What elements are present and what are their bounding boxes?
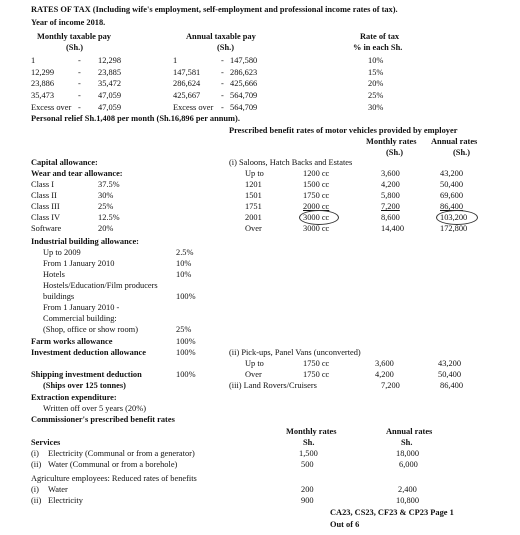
rate-unit: % in each Sh. xyxy=(353,43,403,52)
industrial-item: Hostels/Education/Film producers xyxy=(43,281,158,290)
annual-from: Excess over xyxy=(173,103,214,112)
industrial-rate: 100% xyxy=(176,292,196,301)
class-rate: 30% xyxy=(98,191,114,200)
shipping-deduction-note: (Ships over 125 tonnes) xyxy=(43,381,126,390)
item-number: (i) xyxy=(31,485,39,494)
item-number: (ii) xyxy=(31,460,42,469)
agriculture-title: Agriculture employees: Reduced rates of benefits xyxy=(31,474,197,483)
handwritten-circle-mark xyxy=(299,210,339,225)
monthly-pay-header: Monthly taxable pay xyxy=(37,32,111,41)
shipping-deduction-label: Shipping investment deduction xyxy=(31,370,142,379)
service-monthly-rate: 1,500 xyxy=(299,449,318,458)
separator: - xyxy=(78,68,81,77)
engine-from: Up to xyxy=(245,359,264,368)
vehicle-monthly-header: Monthly rates xyxy=(366,137,417,146)
monthly-rate: 4,200 xyxy=(381,180,400,189)
personal-relief: Personal relief Sh.1,408 per month (Sh.16,896 per annum). xyxy=(31,114,240,123)
industrial-rate: 10% xyxy=(176,270,192,279)
engine-cc: 1200 cc xyxy=(303,169,330,178)
tax-rate: 30% xyxy=(368,103,384,112)
monthly-rate: 14,400 xyxy=(381,224,405,233)
monthly-to: 47,059 xyxy=(98,103,122,112)
industrial-item: From 1 January 2010 xyxy=(43,259,115,268)
industrial-rate: 2.5% xyxy=(176,248,194,257)
services-annual-header: Annual rates xyxy=(386,427,433,436)
monthly-rate: 3,600 xyxy=(375,359,394,368)
separator: - xyxy=(221,79,224,88)
vehicle-monthly-unit: (Sh.) xyxy=(386,148,403,157)
engine-cc: 1750 cc xyxy=(303,359,330,368)
annual-rate: 172,800 xyxy=(440,224,468,233)
monthly-to: 23,885 xyxy=(98,68,122,77)
vehicle-section-pickups: (ii) Pick-ups, Panel Vans (unconverted) xyxy=(229,348,361,357)
class-label: Class I xyxy=(31,180,55,189)
engine-from: Over xyxy=(245,370,262,379)
rate-header: Rate of tax xyxy=(360,32,400,41)
vehicle-section-landrovers: (iii) Land Rovers/Cruisers xyxy=(229,381,317,390)
industrial-building-title: Industrial building allowance: xyxy=(31,237,139,246)
engine-from: 1201 xyxy=(245,180,262,189)
page-title: RATES OF TAX (Including wife's employment, self-employment and professional income rates of tax). xyxy=(31,5,398,14)
page-footer-count: Out of 6 xyxy=(330,520,360,529)
tax-rate: 15% xyxy=(368,68,384,77)
vehicle-annual-header: Annual rates xyxy=(431,137,478,146)
agriculture-water: Water xyxy=(48,485,68,494)
engine-cc: 3000 cc xyxy=(303,224,330,233)
annual-from: 147,581 xyxy=(173,68,201,77)
annual-rate: 69,600 xyxy=(440,191,464,200)
engine-from: 1751 xyxy=(245,202,262,211)
monthly-from: 12,299 xyxy=(31,68,55,77)
industrial-item: buildings xyxy=(43,292,75,301)
annual-to: 425,666 xyxy=(230,79,258,88)
annual-pay-header: Annual taxable pay xyxy=(186,32,256,41)
industrial-item: Commercial building: xyxy=(43,314,117,323)
industrial-rate: 25% xyxy=(176,325,192,334)
monthly-from: 1 xyxy=(31,56,36,65)
annual-pay-unit: (Sh.) xyxy=(217,43,234,52)
service-electricity: Electricity (Communal or from a generator) xyxy=(48,449,195,458)
separator: - xyxy=(221,91,224,100)
industrial-item: From 1 January 2010 - xyxy=(43,303,120,312)
tax-rate: 20% xyxy=(368,79,384,88)
separator: - xyxy=(221,56,224,65)
monthly-from: Excess over xyxy=(31,103,72,112)
annual-rate: 50,400 xyxy=(438,370,462,379)
vehicle-annual-unit: (Sh.) xyxy=(453,148,470,157)
separator: - xyxy=(221,103,224,112)
monthly-rate: 3,600 xyxy=(381,169,400,178)
services-monthly-header: Monthly rates xyxy=(286,427,337,436)
monthly-rate: 8,600 xyxy=(381,213,400,222)
class-label: Class II xyxy=(31,191,57,200)
wear-tear-title: Wear and tear allowance: xyxy=(31,169,123,178)
investment-deduction-label: Investment deduction allowance xyxy=(31,348,146,357)
industrial-item: (Shop, office or show room) xyxy=(43,325,138,334)
class-label: Class IV xyxy=(31,213,61,222)
agriculture-monthly-rate: 900 xyxy=(301,496,314,505)
annual-rate: 103,200 xyxy=(440,213,468,222)
separator: - xyxy=(78,56,81,65)
tax-rate: 10% xyxy=(368,56,384,65)
engine-from: Over xyxy=(245,224,262,233)
separator: - xyxy=(78,103,81,112)
separator: - xyxy=(78,79,81,88)
monthly-from: 35,473 xyxy=(31,91,55,100)
monthly-rate: 5,800 xyxy=(381,191,400,200)
tax-rate: 25% xyxy=(368,91,384,100)
services-annual-unit: Sh. xyxy=(401,438,413,447)
engine-cc: 1500 cc xyxy=(303,180,330,189)
annual-rate: 50,400 xyxy=(440,180,464,189)
service-monthly-rate: 500 xyxy=(301,460,314,469)
monthly-to: 12,298 xyxy=(98,56,122,65)
industrial-item: Hotels xyxy=(43,270,65,279)
farm-works-rate: 100% xyxy=(176,337,196,346)
income-year: Year of income 2018. xyxy=(31,18,106,27)
industrial-rate: 10% xyxy=(176,259,192,268)
class-rate: 12.5% xyxy=(98,213,120,222)
monthly-rate: 7,200 xyxy=(381,202,400,211)
commissioner-title: Commissioner's prescribed benefit rates xyxy=(31,415,175,424)
annual-rate: 43,200 xyxy=(440,169,464,178)
annual-to: 286,623 xyxy=(230,68,258,77)
handwritten-circle-mark xyxy=(436,210,478,225)
class-rate: 37.5% xyxy=(98,180,120,189)
farm-works-label: Farm works allowance xyxy=(31,337,113,346)
service-water: Water (Communal or from a borehole) xyxy=(48,460,178,469)
annual-to: 564,709 xyxy=(230,91,258,100)
engine-cc: 1750 cc xyxy=(303,191,330,200)
services-monthly-unit: Sh. xyxy=(303,438,315,447)
monthly-to: 35,472 xyxy=(98,79,122,88)
engine-cc: 2000 cc xyxy=(303,202,330,211)
class-label: Software xyxy=(31,224,62,233)
annual-to: 564,709 xyxy=(230,103,258,112)
engine-from: 2001 xyxy=(245,213,262,222)
annual-rate: 43,200 xyxy=(438,359,462,368)
service-annual-rate: 6,000 xyxy=(399,460,418,469)
extraction-note: Written off over 5 years (20%) xyxy=(43,404,146,413)
engine-from: 1501 xyxy=(245,191,262,200)
separator: - xyxy=(78,91,81,100)
annual-from: 1 xyxy=(173,56,178,65)
agriculture-electricity: Electricity xyxy=(48,496,83,505)
engine-cc: 3000 cc xyxy=(303,213,330,222)
shipping-deduction-rate: 100% xyxy=(176,370,196,379)
monthly-from: 23,886 xyxy=(31,79,55,88)
class-label: Class III xyxy=(31,202,60,211)
industrial-item: Up to 2009 xyxy=(43,248,81,257)
annual-from: 286,624 xyxy=(173,79,201,88)
engine-from: Up to xyxy=(245,169,264,178)
vehicle-section-saloons: (i) Saloons, Hatch Backs and Estates xyxy=(229,158,353,167)
separator: - xyxy=(221,68,224,77)
item-number: (i) xyxy=(31,449,39,458)
investment-deduction-rate: 100% xyxy=(176,348,196,357)
class-rate: 25% xyxy=(98,202,114,211)
annual-rate: 86,400 xyxy=(440,202,464,211)
annual-to: 147,580 xyxy=(230,56,258,65)
agriculture-monthly-rate: 200 xyxy=(301,485,314,494)
annual-from: 425,667 xyxy=(173,91,201,100)
vehicle-benefit-title: Prescribed benefit rates of motor vehicles provided by employer xyxy=(229,126,458,135)
agriculture-annual-rate: 10,800 xyxy=(396,496,420,505)
engine-cc: 1750 cc xyxy=(303,370,330,379)
monthly-rate: 4,200 xyxy=(375,370,394,379)
services-title: Services xyxy=(31,438,61,447)
page-footer-code: CA23, CS23, CF23 & CP23 Page 1 xyxy=(330,508,454,517)
capital-allowance-title: Capital allowance: xyxy=(31,158,98,167)
item-number: (ii) xyxy=(31,496,42,505)
monthly-pay-unit: (Sh.) xyxy=(66,43,83,52)
landrovers-annual-rate: 86,400 xyxy=(440,381,464,390)
extraction-title: Extraction expenditure: xyxy=(31,393,117,402)
class-rate: 20% xyxy=(98,224,114,233)
service-annual-rate: 18,000 xyxy=(396,449,420,458)
agriculture-annual-rate: 2,400 xyxy=(398,485,417,494)
landrovers-monthly-rate: 7,200 xyxy=(381,381,400,390)
monthly-to: 47,059 xyxy=(98,91,122,100)
